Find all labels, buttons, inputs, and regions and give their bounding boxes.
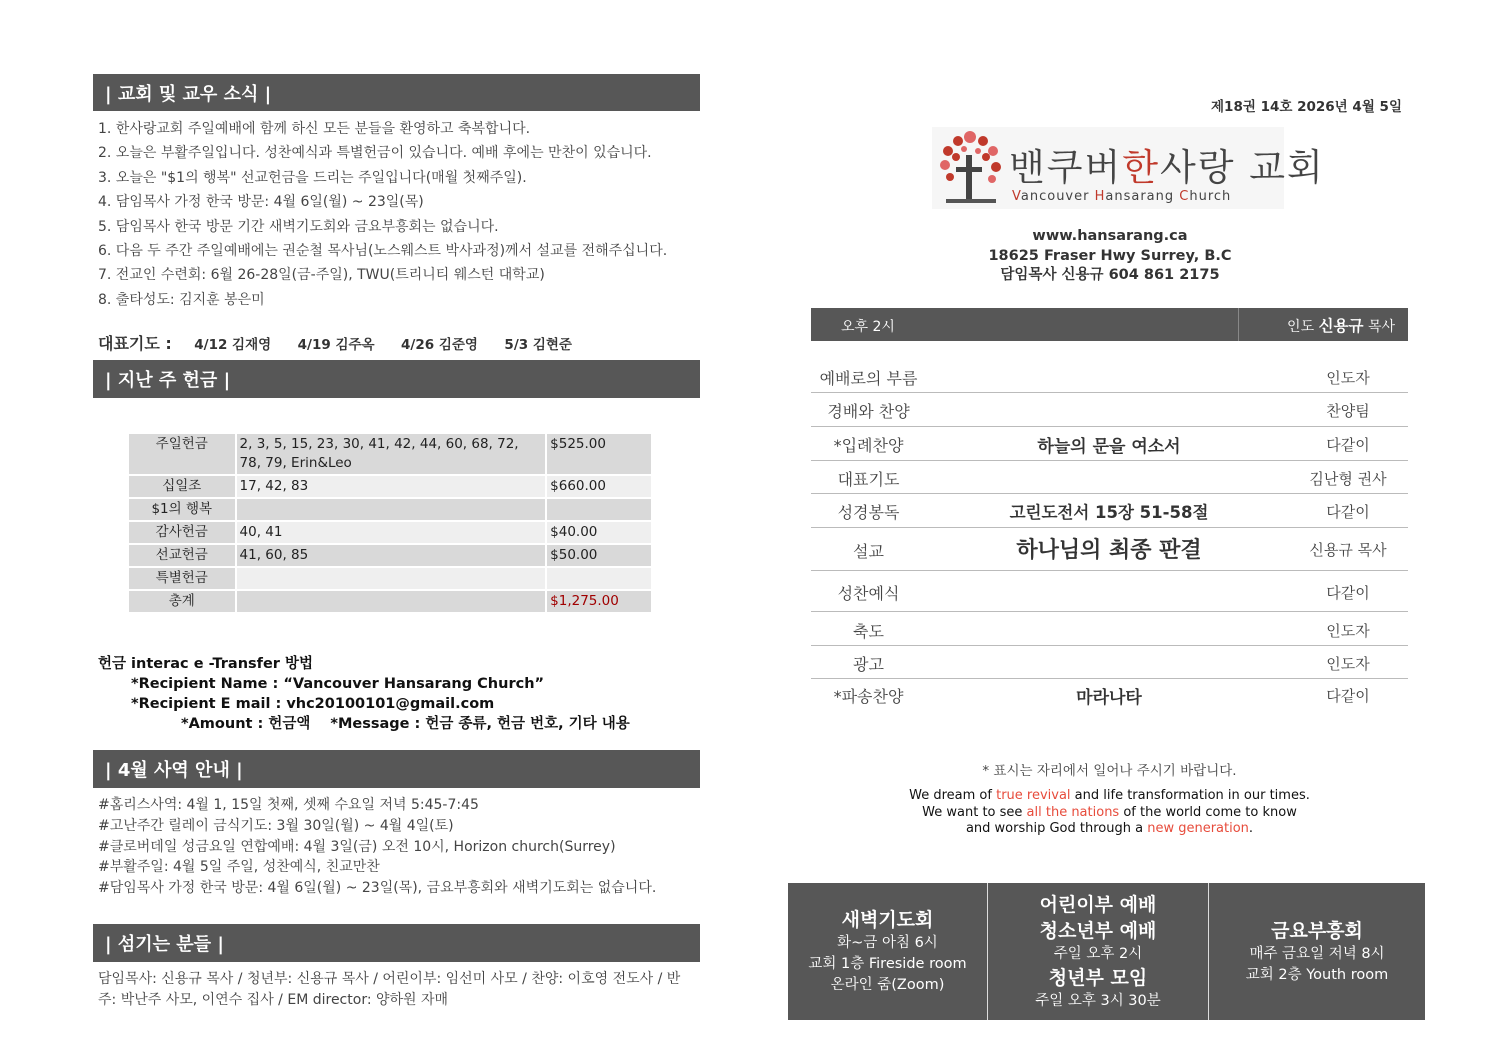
worship-row: 예배로의 부름 인도자 xyxy=(811,359,1408,393)
dawn-prayer-box: 새벽기도회 화~금 아침 6시 교회 1층 Fireside room 온라인 줌(Zoom) xyxy=(808,909,967,993)
news-list xyxy=(98,117,698,312)
table-row: 주일헌금 2, 3, 5, 15, 23, 30, 41, 42, 44, 60, 68, 72, 78, 79, Erin&Leo $525.00 xyxy=(128,433,652,475)
worship-row: 경배와 찬양 찬양팀 xyxy=(811,393,1408,427)
service-time: 오후 2시 xyxy=(841,319,895,335)
list-item: 3. 오늘은 "$1의 행복" 선교헌금을 드리는 주일입니다(매월 첫째주일). xyxy=(98,169,527,186)
prayer-label: 대표기도 : xyxy=(98,334,172,353)
prayer-item: 4/26 김준영 xyxy=(401,337,478,353)
church-logo xyxy=(932,127,1325,209)
message-note: *Message : 헌금 종류, 헌금 번호, 기타 내용 xyxy=(330,716,630,732)
etransfer-title: 헌금 interac e -Transfer 방법 xyxy=(98,656,314,672)
april-list xyxy=(98,795,656,899)
offering-table xyxy=(127,432,653,614)
list-item: #담임목사 가정 한국 방문: 4월 6일(월) ~ 23일(목), 금요부흥회와 새벽기도회는 없습니다. xyxy=(98,880,657,897)
table-row: $1의 행복 xyxy=(128,498,652,521)
prayer-schedule xyxy=(98,331,594,354)
prayer-item: 5/3 김현준 xyxy=(504,337,572,353)
list-item: 6. 다음 두 주간 주일예배에는 권순철 목사님(노스웨스트 박사과정)께서 설교를 전해주십니다. xyxy=(98,243,668,260)
list-item: 8. 출타성도: 김지훈 봉은미 xyxy=(98,291,265,308)
sermon-title: 하나님의 최종 판결 xyxy=(1016,538,1202,563)
april-section-header: | 4월 사역 안내 | xyxy=(93,750,700,788)
amount-note: *Amount : 헌금액 xyxy=(181,716,311,732)
prayer-item: 4/12 김재영 xyxy=(194,337,272,353)
worship-row: 광고 인도자 xyxy=(811,646,1408,679)
pastor-phone: 담임목사 신용규 604 861 2175 xyxy=(1000,267,1220,283)
worship-row: 대표기도 김난형 권사 xyxy=(811,461,1408,494)
tree-logo-icon xyxy=(936,129,1006,205)
table-row: 특별헌금 xyxy=(128,567,652,590)
news-section-header: | 교회 및 교우 소식 | xyxy=(93,74,700,111)
stand-note: * 표시는 자리에서 일어나 주시기 바랍니다. xyxy=(982,763,1237,779)
list-item: 7. 전교인 수련회: 6월 26-28일(금-주일), TWU(트리니티 웨스턴 대학교) xyxy=(98,267,545,284)
table-row: 선교헌금 41, 60, 85 $50.00 xyxy=(128,544,652,567)
list-item: #부활주일: 4월 5일 주일, 성찬예식, 친교만찬 xyxy=(98,859,380,876)
table-row: 십일조 17, 42, 83 $660.00 xyxy=(128,475,652,498)
vision-statement: We dream of true revival and life transformation in our times. We want to see all the nations of the world come to know and worship God through a new generation. xyxy=(909,788,1310,836)
church-name-en: Vancouver Hansarang Church xyxy=(1012,189,1232,204)
prayer-item: 4/19 김주옥 xyxy=(297,337,375,353)
table-row: 감사헌금 40, 41 $40.00 xyxy=(128,521,652,544)
etransfer-info xyxy=(98,654,630,734)
list-item: 1. 한사랑교회 주일예배에 함께 하신 모든 분들을 환영하고 축복합니다. xyxy=(98,121,531,137)
issue-info: 제18권 14호 2026년 4월 5일 xyxy=(1211,99,1402,115)
offering-section-header: | 지난 주 헌금 | xyxy=(93,360,700,398)
list-item: #홈리스사역: 4월 1, 15일 첫째, 셋째 수요일 저녁 5:45-7:45 xyxy=(98,797,479,813)
friday-revival-box: 금요부흥회 매주 금요일 저녁 8시 교회 2층 Youth room xyxy=(1208,883,1425,1020)
servants-text: 담임목사: 신용규 목사 / 청년부: 신용규 목사 / 어린이부: 임선미 사모 / 찬양: 이호영 전도사 / 반주: 박난주 사모, 이연수 집사 / EM director: 양하원 자매 xyxy=(98,971,681,1008)
church-contact xyxy=(940,227,1280,286)
header-divider xyxy=(1238,308,1239,341)
recipient-name: *Recipient Name : “Vancouver Hansarang Church” xyxy=(131,676,545,692)
worship-row: *입례찬양 하늘의 문을 여소서 다같이 xyxy=(811,427,1408,461)
service-leader: 인도 신용규 목사 xyxy=(1287,317,1395,335)
meetings-panel xyxy=(788,883,1425,1020)
church-name-ko: 밴쿠버한사랑 교회 xyxy=(1009,146,1325,189)
order-of-worship xyxy=(811,359,1408,713)
list-item: #클로버데일 성금요일 연합예배: 4월 3일(금) 오전 10시, Horizon church(Surrey) xyxy=(98,838,616,855)
address: 18625 Fraser Hwy Surrey, B.C xyxy=(988,247,1232,264)
worship-row: 성찬예식 다같이 xyxy=(811,571,1408,612)
list-item: 2. 오늘은 부활주일입니다. 성찬예식과 특별헌금이 있습니다. 예배 후에는 만찬이 있습니다. xyxy=(98,145,652,162)
worship-row: 축도 인도자 xyxy=(811,612,1408,646)
recipient-email: *Recipient E mail : vhc20100101@gmail.com xyxy=(131,696,495,712)
table-row-total: 총계 $1,275.00 xyxy=(128,590,652,613)
worship-row: 성경봉독 고린도전서 15장 51-58절 다같이 xyxy=(811,494,1408,528)
list-item: #고난주간 릴레이 금식기도: 3월 30일(월) ~ 4월 4일(토) xyxy=(98,817,454,834)
worship-row-sermon: 설교 하나님의 최종 판결 신용규 목사 xyxy=(811,528,1408,571)
worship-row: *파송찬양 마라나타 다같이 xyxy=(833,687,1370,708)
service-header xyxy=(811,308,1408,341)
list-item: 5. 담임목사 한국 방문 기간 새벽기도회와 금요부흥회는 없습니다. xyxy=(98,218,499,235)
website-link[interactable]: www.hansarang.ca xyxy=(1032,228,1188,244)
youth-worship-box: 어린이부 예배 청소년부 예배 주일 오후 2시 청년부 모임 주일 오후 3시 30분 xyxy=(987,883,1208,1020)
total-amount: $1,275.00 xyxy=(546,590,652,613)
servants-section-header: | 섬기는 분들 | xyxy=(93,924,700,962)
list-item: 4. 담임목사 가정 한국 방문: 4월 6일(월) ~ 23일(목) xyxy=(98,194,424,211)
